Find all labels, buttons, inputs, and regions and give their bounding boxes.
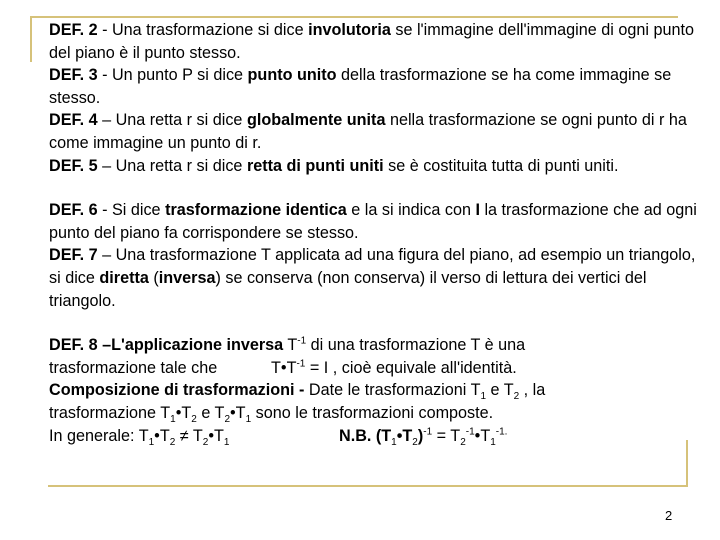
composition-line-2: trasformazione $T_1•T_2$ e $T_2•T_1$ sono le trasformazioni composte.	[49, 403, 494, 426]
def-8-line-2: trasformazione tale che $T•T^{-1} = I$ , cioè equivale all'identità.	[49, 358, 517, 377]
def-8-line-1: DEF. 8 –L'applicazione inversa $T^{-1}$ di una trasformazione T è una	[49, 335, 526, 355]
nb-note: N.B. $(T_1•T_2)^{-1}$ = $T_2^{-1}•T_1^{-1.}$	[339, 426, 508, 448]
def-7: DEF. 7 – Una trasformazione T applicata ad una figura del piano, ad esempio un triangolo, si dice diretta (inversa) se conserva (non conserva) il verso di lettura dei vertici del triangolo.	[49, 246, 696, 310]
def-5: DEF. 5 – Una retta r si dice retta di punti uniti se è costituita tutta di punti uniti.	[49, 156, 619, 175]
def-4: DEF. 4 – Una retta r si dice globalmente unita nella trasformazione se ogni punto di r ha come immagine un punto di r.	[49, 111, 687, 152]
composition-line-3: In generale: $T_1•T_2$ ≠ $T_2•T_1$ N.B. $(T_1•T_2)^{-1}$ = $T_2^{-1}•T_1^{-1.}$	[49, 426, 508, 448]
frame-bottom-line	[48, 485, 688, 487]
def-3: DEF. 3 - Un punto P si dice punto unito della trasformazione se ha come immagine se stesso.	[49, 66, 672, 107]
slide-content	[49, 19, 699, 447]
frame-left-line	[30, 16, 32, 62]
page-number: 2	[665, 508, 673, 523]
composition-line-1: Composizione di trasformazioni - Date le trasformazioni $T_1$ e $T_2$ , la	[49, 381, 546, 403]
def-6: DEF. 6 - Si dice trasformazione identica e la si indica con I la trasformazione che ad ogni punto del piano fa corrispondere se stesso.	[49, 201, 697, 242]
frame-top-line	[30, 16, 678, 18]
def-2: DEF. 2 - Una trasformazione si dice involutoria se l'immagine dell'immagine di ogni punto del piano è il punto stesso.	[49, 21, 694, 62]
